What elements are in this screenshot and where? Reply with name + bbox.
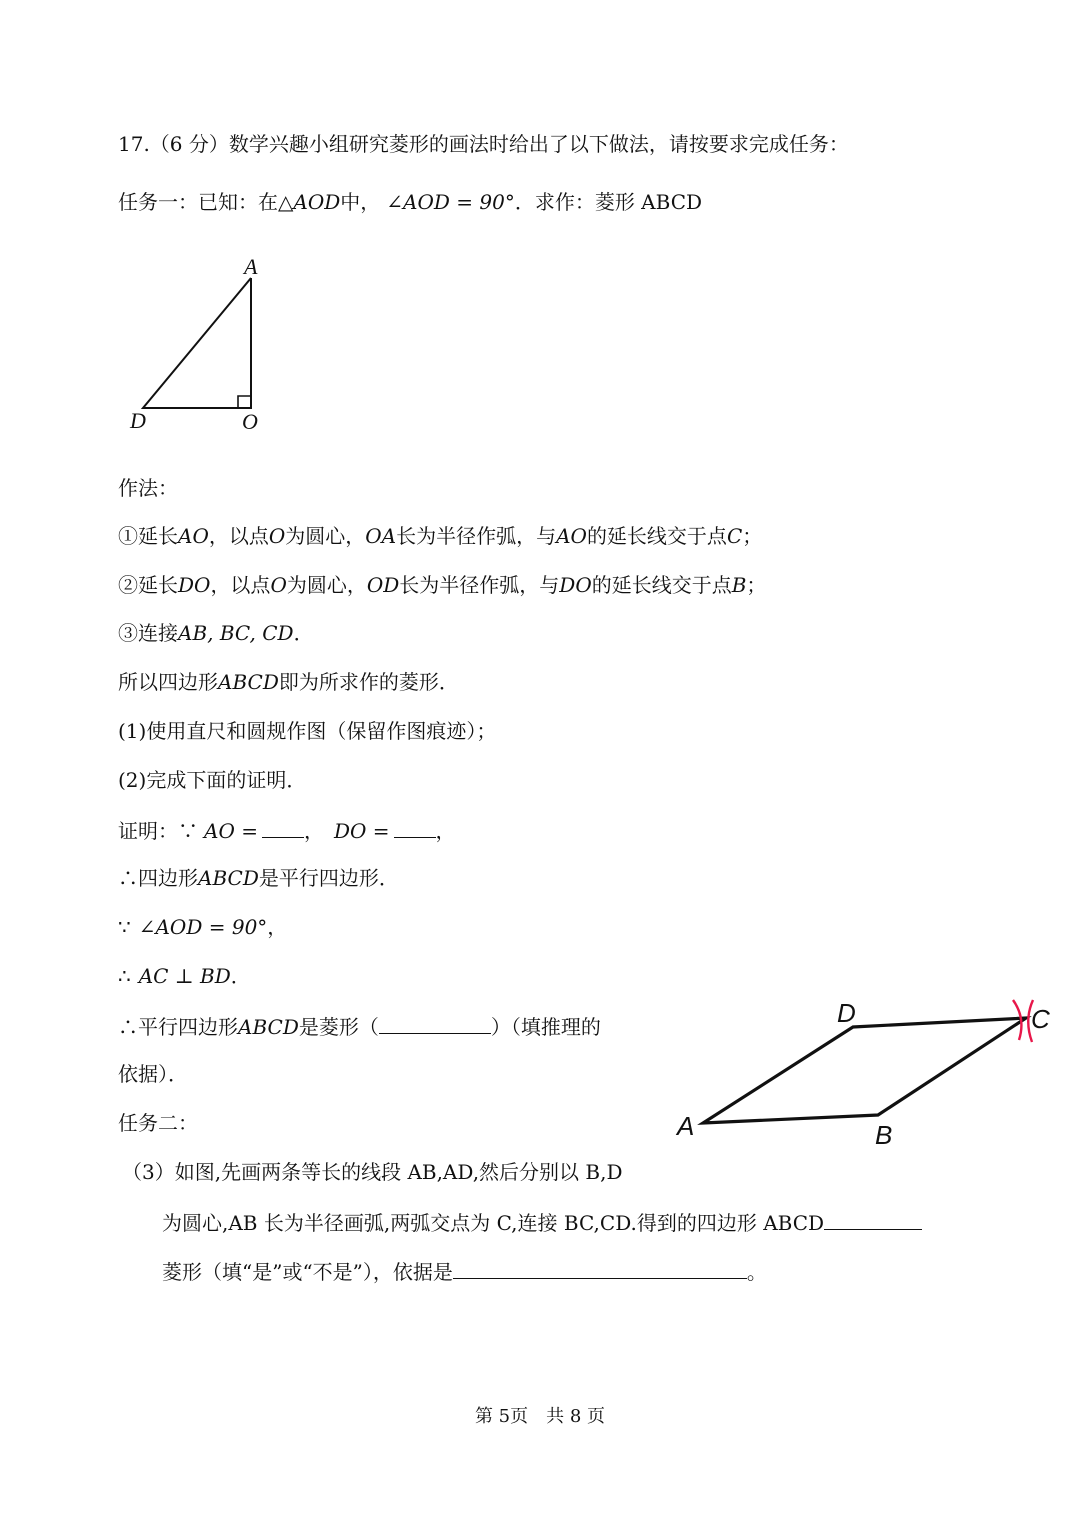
proof-line-2: ∴四边形ABCD是平行四边形． [118,866,399,890]
part-1: (1)使用直尺和圆规作图（保留作图痕迹）； [118,719,497,743]
quadrilateral-outline [703,1018,1026,1123]
method-title: 作法： [118,476,178,500]
proof-line-1: 证明：∵ AO = ， DO = ， [118,815,456,845]
label-a2: A [677,1111,695,1141]
blank-do[interactable] [394,815,436,838]
right-angle-mark [238,396,251,408]
task2-line-3: 菱形（填“是”或“不是”），依据是 。 [162,1256,767,1286]
blank-reason[interactable] [379,1011,491,1034]
compass-arc-from-b [1013,1000,1021,1040]
task1-line: 任务一：已知：在△AOD中， ∠AOD = 90°．求作：菱形 ABCD [118,190,703,214]
blank-ao[interactable] [262,815,304,838]
label-c2: C [1031,1004,1050,1034]
label-d2: D [837,998,856,1028]
label-b2: B [875,1120,893,1150]
triangle-outline [143,278,251,408]
task2-line-2: 为圆心,AB 长为半径画弧,两弧交点为 C,连接 BC,CD.得到的四边形 ABCD [162,1207,922,1237]
proof-line-5: ∴平行四边形ABCD是菱形（ ）（填推理的 [118,1011,601,1041]
blank-is-rhombus[interactable] [824,1207,922,1230]
label-a: A [244,254,258,279]
task2-line-1: （3）如图,先画两条等长的线段 AB,AD,然后分别以 B,D [122,1160,623,1184]
step-1: ①延长AO，以点O为圆心，OA长为半径作弧，与AO的延长线交于点C； [118,524,763,548]
proof-line-4: ∴ AC ⊥ BD． [118,964,251,988]
blank-basis[interactable] [453,1256,747,1279]
label-d: D [130,408,146,433]
label-o: O [242,409,258,434]
compass-arc-from-d [1028,1000,1033,1042]
page-footer: 第 5页 共 8 页 [474,1406,606,1427]
conclusion: 所以四边形ABCD即为所求作的菱形． [118,670,459,694]
task2-title: 任务二： [118,1111,198,1135]
proof-line-6: 依据）． [118,1062,188,1086]
part-2: (2)完成下面的证明． [118,768,307,792]
step-3: ③连接AB, BC, CD． [118,621,314,645]
question-header: 17.（6 分）数学兴趣小组研究菱形的画法时给出了以下做法，请按要求完成任务： [118,132,849,156]
proof-line-3: ∵ ∠AOD = 90°， [118,915,288,939]
step-2: ②延长DO，以点O为圆心，OD长为半径作弧，与DO的延长线交于点B； [118,573,767,597]
